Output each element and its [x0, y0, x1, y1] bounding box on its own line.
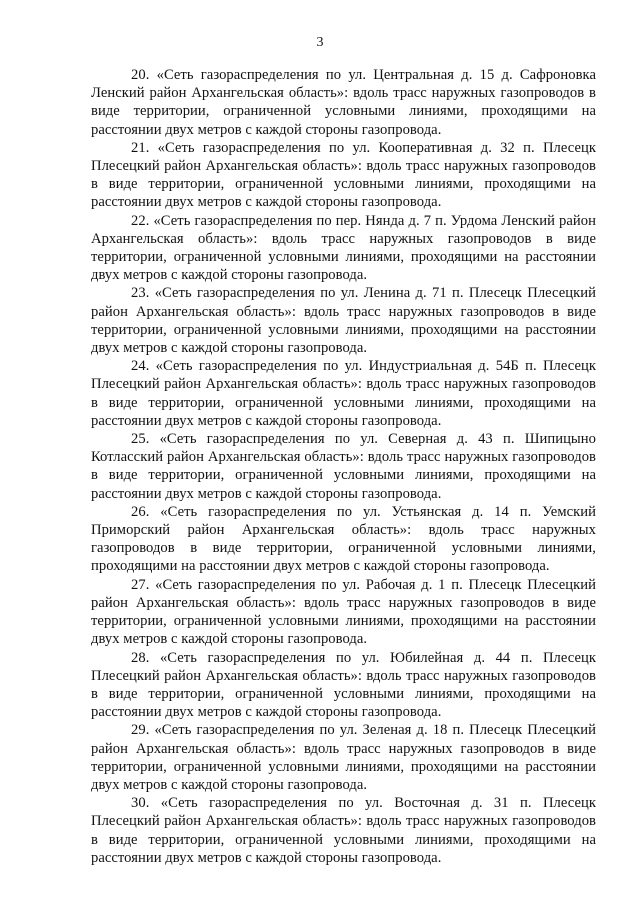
paragraph-item-21: 21. «Сеть газораспределения по ул. Кооперативная д. 32 п. Плесецк Плесецкий район Архангельская область»: вдоль трасс наружных газопроводов в виде территории, ограниченной условными линиями, проходящими на расстоянии двух метров с каждой стороны газопровода.: [91, 139, 596, 211]
document-body: [91, 66, 596, 867]
paragraph-item-27: 27. «Сеть газораспределения по ул. Рабочая д. 1 п. Плесецк Плесецкий район Архангельская область»: вдоль трасс наружных газопроводов в виде территории, ограниченной условными линиями, проходящими на расстоянии двух метров с каждой стороны газопровода.: [91, 576, 596, 648]
paragraph-item-29: 29. «Сеть газораспределения по ул. Зеленая д. 18 п. Плесецк Плесецкий район Архангельская область»: вдоль трасс наружных газопроводов в виде территории, ограниченной условными линиями, проходящими на расстоянии двух метров с каждой стороны газопровода.: [91, 722, 596, 793]
paragraph-item-26: 26. «Сеть газораспределения по ул. Устьянская д. 14 п. Уемский Приморский район Архангельская область»: вдоль трасс наружных газопроводов в виде территории, ограниченной условными линиями, проходящими на расстоянии двух метров с каждой стороны газопровода.: [91, 503, 596, 575]
paragraph-item-24: 24. «Сеть газораспределения по ул. Индустриальная д. 54Б п. Плесецк Плесецкий район Архангельская область»: вдоль трасс наружных газопроводов в виде территории, ограниченной условными линиями, проходящими на расстоянии двух метров с каждой стороны газопровода.: [91, 358, 596, 429]
paragraph-item-25: 25. «Сеть газораспределения по ул. Северная д. 43 п. Шипицыно Котласский район Архангельская область»: вдоль трасс наружных газопроводов в виде территории, ограниченной условными линиями, проходящими на расстоянии двух метров с каждой стороны газопровода.: [91, 431, 596, 502]
paragraph-item-23: 23. «Сеть газораспределения по ул. Ленина д. 71 п. Плесецк Плесецкий район Архангельская область»: вдоль трасс наружных газопроводов в виде территории, ограниченной условными линиями, проходящими на расстоянии двух метров с каждой стороны газопровода.: [91, 285, 596, 357]
paragraph-item-28: 28. «Сеть газораспределения по ул. Юбилейная д. 44 п. Плесецк Плесецкий район Архангельская область»: вдоль трасс наружных газопроводов в виде территории, ограниченной условными линиями, проходящими на расстоянии двух метров с каждой стороны газопровода.: [91, 649, 596, 721]
paragraph-item-20: 20. «Сеть газораспределения по ул. Центральная д. 15 д. Сафроновка Ленский район Архангельская область»: вдоль трасс наружных газопроводов в виде территории, ограниченной условными линиями, проходящими на расстоянии двух метров с каждой стороны газопровода.: [91, 67, 596, 138]
page-number: 3: [316, 35, 324, 50]
paragraph-item-30: 30. «Сеть газораспределения по ул. Восточная д. 31 п. Плесецк Плесецкий район Архангельская область»: вдоль трасс наружных газопроводов в виде территории, ограниченной условными линиями, проходящими на расстоянии двух метров с каждой стороны газопровода.: [91, 795, 596, 866]
paragraph-item-22: 22. «Сеть газораспределения по пер. Нянда д. 7 п. Урдома Ленский район Архангельская область»: вдоль трасс наружных газопроводов в виде территории, ограниченной условными линиями, проходящими на расстоянии двух метров с каждой стороны газопровода.: [91, 212, 596, 284]
